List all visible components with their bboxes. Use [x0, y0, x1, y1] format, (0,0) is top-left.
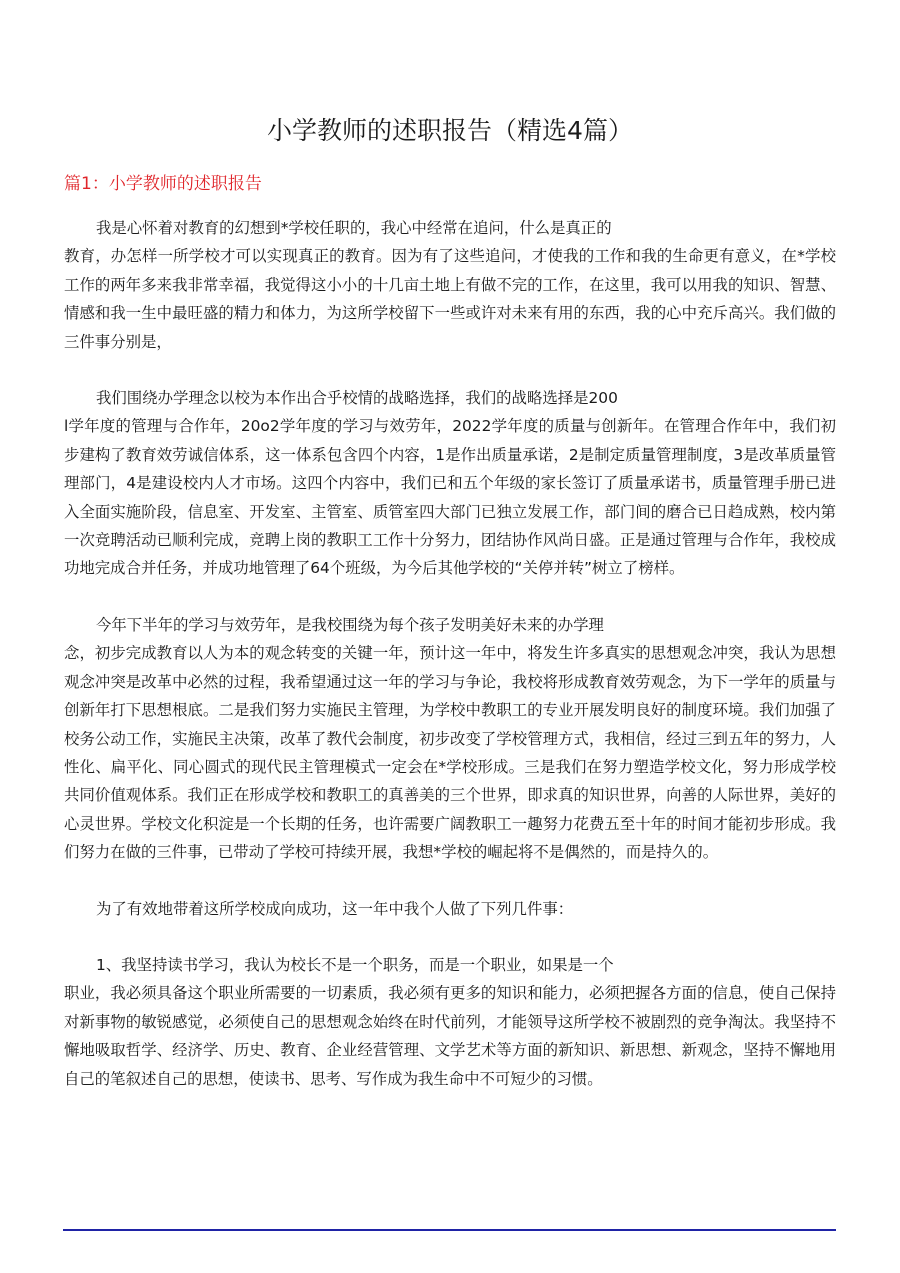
document-title: 小学教师的述职报告（精选4篇）	[267, 116, 633, 145]
paragraph-text: 念，初步完成教育以人为本的观念转变的关键一年，预计这一年中，将发生许多真实的思想观念冲突，我认为思想观念冲突是改革中必然的过程，我希望通过这一年的学习与争论，我校将形成教育效劳观念，为下一学年的质量与创新年打下思想根底。二是我们努力实施民主管理，为学校中教职工的专业开展发明良好的制度环境。我们加强了校务公动工作，实施民主决策，改革了教代会制度，初步改变了学校管理方式，我相信，经过三到五年的努力，人性化、扁平化、同心圆式的现代民主管理模式一定会在*学校形成。三是我们在努力塑造学校文化，努力形成学校共同价值观体系。我们正在形成学校和教职工的真善美的三个世界，即求真的知识世界，向善的人际世界，美好的心灵世界。学校文化积淀是一个长期的任务，也许需要广阔教职工一趣努力花费五至十年的时间才能初步形成。我们努力在做的三件事，已带动了学校可持续开展，我想*学校的崛起将不是偶然的，而是持久的。	[64, 644, 836, 862]
paragraph-3	[64, 611, 836, 867]
paragraph-text: l学年度的管理与合作年，20o2学年度的学习与效劳年，2022学年度的质量与创新年。在管理合作年中，我们初步建构了教育效劳诚信体系，这一体系包含四个内容，1是作出质量承诺，2是制定质量管理制度，3是改革质量管理部门，4是建设校内人才市场。这四个内容中，我们已和五个年级的家长签订了质量承诺书，质量管理手册已进入全面实施阶段，信息室、开发室、主管室、质管室四大部门已独立发展工作，部门间的磨合已日趋成熟，校内第一次竞聘活动已顺利完成，竞聘上岗的教职工工作十分努力，团结协作风尚日盛。正是通过管理与合作年，我校成功地完成合并任务，并成功地管理了64个班级，为今后其他学校的“关停并转”树立了榜样。	[64, 417, 836, 578]
paragraph-1	[64, 214, 836, 356]
paragraph-text: 职业，我必须具备这个职业所需要的一切素质，我必须有更多的知识和能力，必须把握各方面的信息，使自己保持对新事物的敏锐感觉，必须使自己的思想观念始终在时代前列，才能领导这所学校不被剧烈的竞争淘汰。我坚持不懈地吸取哲学、经济学、历史、教育、企业经营管理、文学艺术等方面的新知识、新思想、新观念，坚持不懈地用自己的笔叙述自己的思想，使读书、思考、写作成为我生命中不可短少的习惯。	[64, 984, 836, 1088]
paragraph-first-line: 为了有效地带着这所学校成向成功，这一年中我个人做了下列几件事：	[96, 899, 574, 918]
footer-divider	[63, 1229, 836, 1231]
paragraph-first-line: 1、我坚持读书学习，我认为校长不是一个职务，而是一个职业，如果是一个	[96, 955, 614, 974]
paragraph-first-line: 我是心怀着对教育的幻想到*学校任职的，我心中经常在追问，什么是真正的	[96, 219, 612, 237]
paragraph-5	[64, 951, 836, 1093]
section-heading: 篇1：小学教师的述职报告	[64, 174, 262, 194]
paragraph-first-line: 今年下半年的学习与效劳年，是我校围绕为每个孩子发明美好未来的办学理	[96, 615, 604, 634]
document-body	[64, 214, 836, 1121]
paragraph-first-line: 我们围绕办学理念以校为本作出合乎校情的战略选择，我们的战略选择是200	[96, 389, 618, 408]
paragraph-4	[64, 895, 836, 923]
paragraph-text: 教育，办怎样一所学校才可以实现真正的教育。因为有了这些追问，才使我的工作和我的生命更有意义，在*学校工作的两年多来我非常幸福，我觉得这小小的十几亩土地上有做不完的工作，在这里，我可以用我的知识、智慧、情感和我一生中最旺盛的精力和体力，为这所学校留下一些或许对未来有用的东西，我的心中充斥高兴。我们做的三件事分别是，	[64, 247, 836, 351]
paragraph-2	[64, 384, 836, 583]
